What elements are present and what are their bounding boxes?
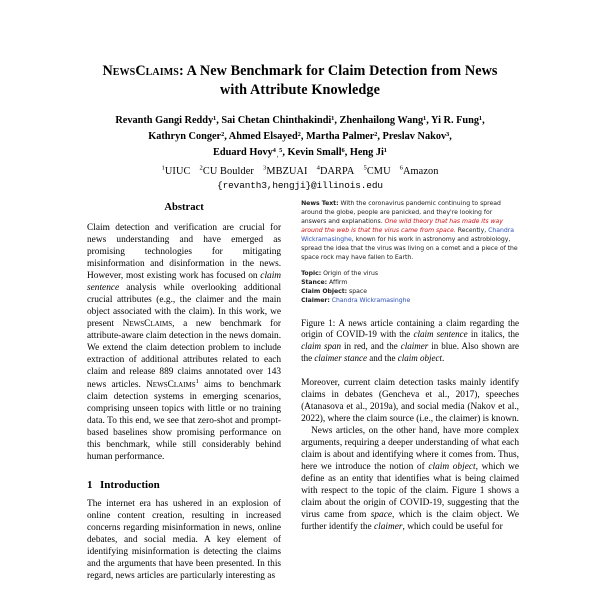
section-title: Introduction [100,479,160,492]
abstract-paragraph [87,222,281,463]
abstract-text-a: Claim detection and verification are crucial for news understanding and have emerged as promising technologies for mitigating misinformation and disinformation in the news. However, most existing work has focused on [87,223,282,281]
attribute-topic-value: Origin of the virus [321,269,379,277]
author-line-3: Eduard Hovy⁴ˌ⁵, Kevin Small⁶, Heng Ji¹ [213,147,387,159]
abstract-text-b: analysis while overlooking additional crucial attributes (e.g., the claimer and the main object associated with the claim). In this work, we present [87,283,282,329]
news-text-plain-1: With the coronavirus pandemic continuing to spread around the globe, people are panicked, and they're looking for answers and explanations. [301,200,501,225]
right-column [301,200,600,600]
affiliation-name: Amazon [403,165,439,177]
abstract-text-c: , a new benchmark for attribute-aware claim detection in the news domain. We extend the claim detection problem to include extraction of additional attributes related to each claim and release 889 claims annotated over 143 news articles. [87,319,282,391]
claim-span-highlight: One wild theory that has made its way around the web is that the virus came from space. [301,217,503,234]
caption-italic-claim-object: claim object [397,352,443,363]
right-italic-claimer: claimer [373,522,403,533]
page-title [60,62,540,100]
news-text-plain-3: , known for his work in astronomy and astrobiology, spread the idea that the virus was living on a comet and a piece of the space rock may have fallen to Earth. [301,235,518,261]
abstract-italic-claim-sentence: claim sentence [87,271,282,293]
affiliation-marker: 6 [399,164,404,172]
caption-italic-claimer-stance: claimer stance [314,352,368,363]
caption-text-c: in red, and the [341,341,401,352]
attribute-claimer-value: Chandra Wickramasinghe [329,296,411,304]
figure-1 [301,200,519,364]
news-text-plain-2: Recently, [457,226,489,234]
caption-text-f: . [442,352,445,363]
news-text-block [301,200,519,263]
figure-caption [301,318,519,364]
affiliation-item [363,166,390,177]
attribute-stance-label: Stance: [301,278,328,286]
affiliation-name: CU Boulder [202,165,254,177]
section-heading-introduction [87,479,281,491]
affiliation-marker: 5 [363,164,367,172]
figure-attributes [301,270,519,306]
title-block [0,0,600,191]
right-column-paragraph-1: Moreover, current claim detection tasks mainly identify claims in debates (Gencheva et al., 2017), speeches (Atanasova et al., 2019a), and social media (Nakov et al., 2022), where the claim source (i.e., the claimer) is known. [301,378,520,425]
body-columns [0,200,600,600]
abstract-benchmark-name-1: NewsClaims [122,319,173,329]
affiliation-name: CMU [366,165,391,177]
right-italic-space: space [370,510,392,521]
right-column-paragraph-2 [301,425,519,533]
right-text-d: , which could be useful for [402,522,503,533]
attribute-topic-label: Topic: [301,269,322,277]
attribute-stance-value: Affirm [327,278,348,286]
affiliation-marker: 4 [316,164,320,172]
affiliation-list [60,163,540,179]
attribute-stance [301,279,519,288]
abstract-heading: Abstract [164,202,204,213]
affiliation-item [263,166,308,177]
caption-text-a: Figure 1: A news article containing a claim regarding the origin of COVID-19 with the [301,317,519,340]
affiliation-item [400,166,439,177]
right-text-b: , which we define as an entity that identifies what is being claimed with respect to the topic of the claim. Figure 1 shows a claim about the origin of COVID-19, suggesting that the virus came from [301,462,519,521]
title-line1-rest: : A New Benchmark for Claim Detection from News [178,63,498,79]
affiliation-marker: 1 [161,164,165,172]
abstract-benchmark-name-2: NewsClaims [146,380,196,391]
figure-news-box [301,200,519,306]
title-line2: with Attribute Knowledge [219,82,381,99]
attribute-claimer-label: Claimer: [301,296,330,304]
claimer-highlight: Chandra Wickramasinghe [301,226,514,243]
attribute-topic [301,270,519,279]
caption-italic-claimer: claimer [400,341,429,352]
right-text-a: News articles, on the other hand, have more complex arguments, requiring a deeper understanding of what each claim is about and identifying where it comes from. Thus, here we introduce the notion of [301,426,519,473]
section-number: 1 [87,479,93,492]
affiliation-item [317,166,355,177]
abstract-text-d: aims to benchmark claim detection systems in emerging scenarios, comprising unseen topics with little or no training data. To this end, we see that zero-shot and prompt-based baselines show promising performance on this benchmark, while still considerably behind human performance. [87,380,282,463]
abstract-footnote-marker: 1 [195,378,199,385]
affiliation-item [161,166,190,177]
title-benchmark-name: NewsClaims [102,63,179,79]
caption-italic-claim-sentence: claim sentence [413,329,468,340]
attribute-claim-object-value: space [347,287,367,295]
caption-text-d: in blue. Also shown are the [301,341,519,363]
affiliation-name: DARPA [319,165,355,177]
left-column [0,200,299,600]
affiliation-marker: 3 [262,164,267,172]
attribute-claimer [301,297,519,306]
affiliation-name: UIUC [164,165,191,177]
affiliation-item [199,166,253,177]
caption-text-e: and the [367,352,398,363]
attribute-claim-object-label: Claim Object: [301,287,348,295]
author-line-1: Revanth Gangi Reddy¹, Sai Chetan Chinthakindi¹, Zhenhailong Wang¹, Yi R. Fung¹, [115,115,485,127]
right-italic-claim-object: claim object [428,462,476,473]
caption-italic-claim-span: claim span [301,341,342,352]
contact-email: {revanth3,hengji}@illinois.edu [217,180,383,192]
author-list [60,113,540,161]
caption-text-b: in italics, the [467,329,519,340]
introduction-paragraph-1: The internet era has ushered in an explosion of online content creation, resulting in increased concerns regarding misinformation in news, online debates, and social media. A key element of identifying misinformation is detecting the claims and the arguments that have been presented. In this regard, news articles are particularly interesting as [87,499,282,582]
affiliation-marker: 2 [199,164,203,172]
author-line-2: Kathryn Conger², Ahmed Elsayed², Martha Palmer², Preslav Nakov³, [148,131,452,143]
affiliation-name: MBZUAI [266,165,308,177]
attribute-claim-object [301,288,519,297]
right-text-c: , which is the claim object. We further identify the [301,510,519,533]
news-text-label: News Text: [301,200,339,207]
